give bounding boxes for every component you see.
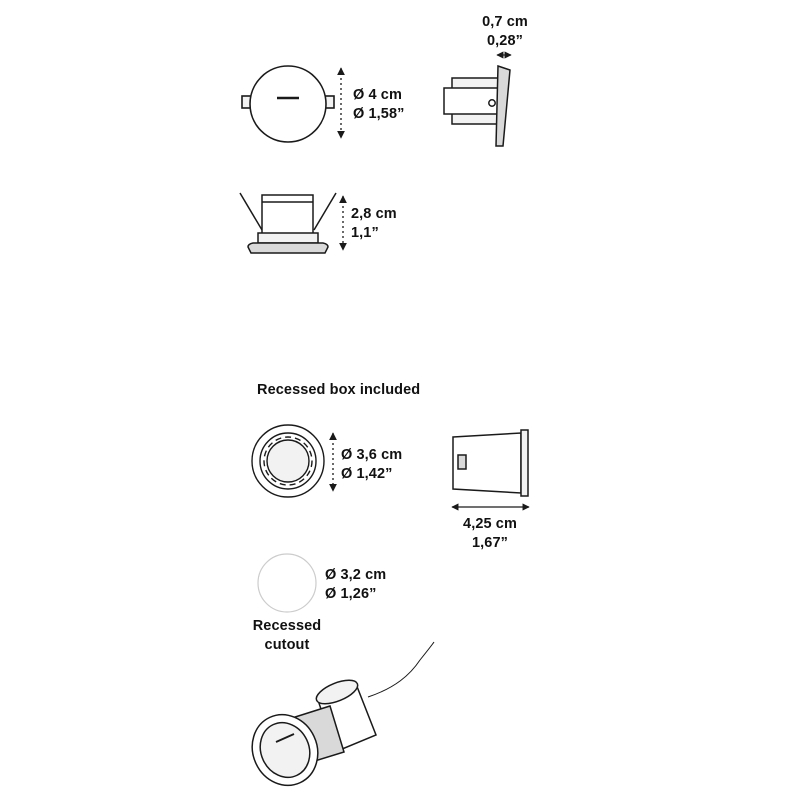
cutout-diameter-in: Ø 1,26” <box>325 586 377 602</box>
cutout-label-line1: Recessed <box>252 618 322 634</box>
depth-label <box>470 13 540 51</box>
box-diameter-in: Ø 1,42” <box>341 466 393 482</box>
depth-in: 0,28” <box>487 33 523 49</box>
cutout-label-line2: cutout <box>264 637 310 653</box>
box-diameter-cm: Ø 3,6 cm <box>341 447 403 463</box>
height-label <box>351 205 397 243</box>
box-length-label <box>450 515 530 553</box>
diameter-in: Ø 1,58” <box>353 106 405 122</box>
recessed-box-front-view <box>252 425 324 497</box>
cutout-label <box>242 617 332 655</box>
diameter-label <box>353 86 404 124</box>
cutout-circle <box>258 554 316 612</box>
box-diameter-label <box>341 446 402 484</box>
recessed-box-side-view <box>453 430 528 496</box>
fixture-perspective-view <box>241 642 434 796</box>
fixture-side-profile <box>444 66 510 146</box>
cutout-diameter-label <box>325 566 386 604</box>
box-length-cm: 4,25 cm <box>463 516 517 532</box>
recessed-box-title: Recessed box included <box>257 382 421 398</box>
fixture-side-view <box>240 193 336 253</box>
cutout-diameter-cm: Ø 3,2 cm <box>325 567 387 583</box>
diameter-cm: Ø 4 cm <box>353 87 402 103</box>
depth-cm: 0,7 cm <box>482 14 528 30</box>
fixture-front-view <box>242 66 334 142</box>
height-in: 1,1” <box>351 225 379 241</box>
box-length-in: 1,67” <box>472 535 508 551</box>
height-cm: 2,8 cm <box>351 206 397 222</box>
